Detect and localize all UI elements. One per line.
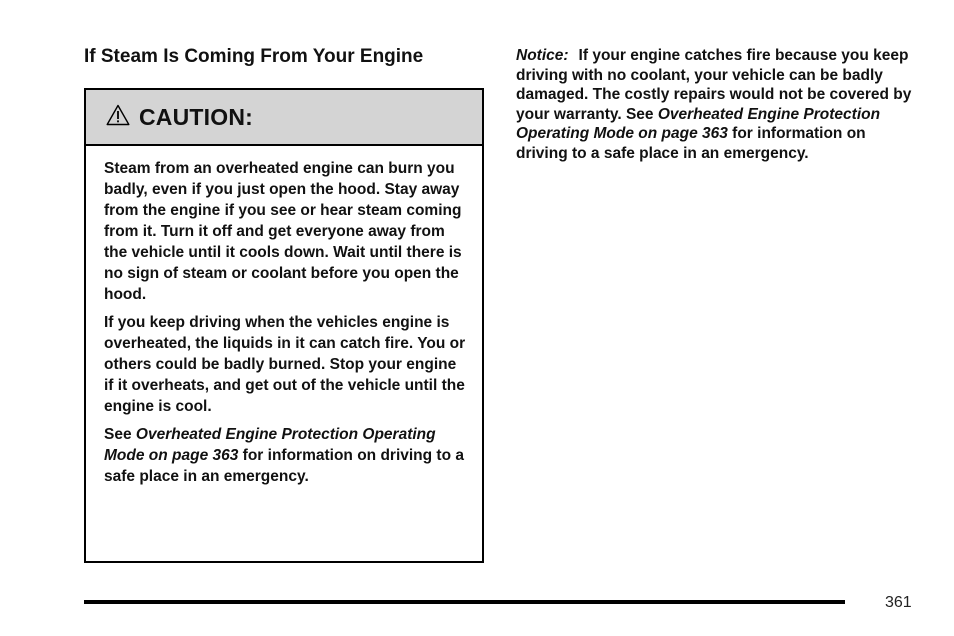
caution-box bbox=[84, 88, 484, 563]
cross-reference-link[interactable]: Overheated Engine Protection Operating Mode on page 363 bbox=[516, 105, 881, 142]
notice-paragraph bbox=[516, 46, 921, 163]
caution-paragraph bbox=[104, 424, 466, 487]
caution-body bbox=[86, 146, 482, 487]
caution-header bbox=[86, 90, 482, 146]
see-suffix: for information on driving to a safe place in an emergency. bbox=[104, 447, 464, 485]
notice-text: If your engine catches fire because you keep driving with no coolant, your vehicle can be badly damaged. The costly repairs would not be covered by your warranty. See bbox=[516, 47, 912, 123]
caution-title: CAUTION: bbox=[139, 103, 254, 130]
caution-paragraph: Steam from an overheated engine can burn you badly, even if you just open the hood. Stay away from the engine if you see or hear steam coming from it. Turn it off and get everyone away from the vehicle until it cools down. Wait until there is no sign of steam or coolant before you open the hood. bbox=[104, 160, 462, 303]
section-heading: If Steam Is Coming From Your Engine bbox=[84, 46, 424, 67]
see-prefix: See bbox=[104, 426, 136, 443]
page-number: 361 bbox=[885, 594, 912, 611]
cross-reference-link[interactable]: Overheated Engine Protection Operating Mode on page 363 bbox=[104, 426, 436, 464]
footer-rule bbox=[84, 600, 845, 604]
warning-triangle-icon bbox=[106, 104, 130, 126]
caution-paragraph: If you keep driving when the vehicles engine is overheated, the liquids in it can catch fire. You or others could be badly burned. Stop your engine if it overheats, and get out of the vehicle until the engine is cool. bbox=[104, 314, 466, 415]
notice-suffix: for information on driving to a safe place in an emergency. bbox=[516, 125, 866, 162]
notice-label: Notice: bbox=[516, 47, 569, 64]
